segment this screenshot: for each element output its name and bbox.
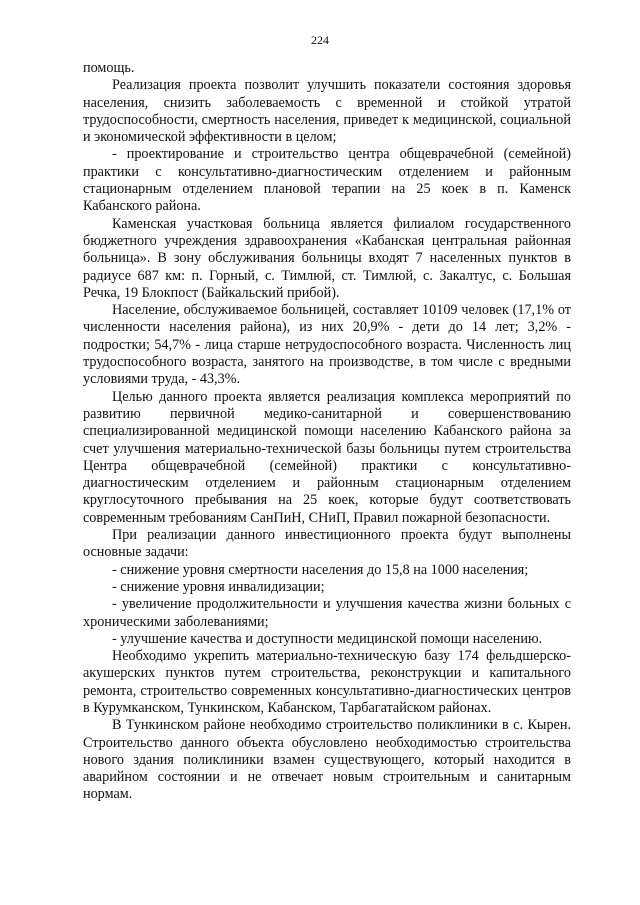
list-item-mortality: - снижение уровня смертности населения до 15,8 на 1000 населения; <box>112 561 529 578</box>
document-body <box>83 60 571 804</box>
paragraph-project-goal: Целью данного проекта является реализация комплекса мероприятий по развитию первичной медико-санитарной и совершенствованию специализированной медицинской помощи населению Кабанского района за счет улучшения материально-технической базы больницы путем строительства Центра общеврачебной (семейной) практики с консультативно-диагностическим отделением и районным стационарным отделением круглосуточного пребывания на 25 коек, которые будут соответствовать современным требованиям СанПиН, СНиП, Правил пожарной безопасности. <box>83 388 571 526</box>
paragraph-project-effects: Реализация проекта позволит улучшить показатели состояния здоровья населения, снизить заболеваемость с временной и стойкой утратой трудоспособности, смертность населения, приведет к медицинской, социальной и экономической эффективности в целом; <box>83 77 571 146</box>
page-number: 224 <box>311 33 329 47</box>
paragraph-kamensk-hospital: Каменская участковая больница является филиалом государственного бюджетного учреждения здравоохранения «Кабанская центральная районная больница». В зону обслуживания больницы входят 7 населенных пунктов в радиусе 687 км: п. Горный, с. Тимлюй, ст. Тимлюй, с. Закалтус, с. Большая Речка, 19 Блокпост (Байкальский прибой). <box>83 215 571 301</box>
paragraph-tunka-clinic: В Тункинском районе необходимо строительство поликлиники в с. Кырен. Строительство данного объекта обусловлено необходимостью строительства нового здания поликлиники взамен существующего, который находится в аварийном состоянии и не отвечает новым строительным и санитарным нормам. <box>83 717 571 803</box>
paragraph-feldsher-points: Необходимо укрепить материально-техническую базу 174 фельдшерско-акушерских пунктов путем строительства, реконструкции и капитального ремонта, строительство современных консультативно-диагностических центров в Курумканском, Тункинском, Кабанском, Тарбагатайском районах. <box>83 648 571 716</box>
list-item-life-quality: - увеличение продолжительности и улучшения качества жизни больных с хроническими заболеваниями; <box>83 596 571 630</box>
list-item-access: - улучшение качества и доступности медицинской помощи населению. <box>112 630 543 647</box>
paragraph-tasks-intro: При реализации данного инвестиционного проекта будут выполнены основные задачи: <box>83 527 571 561</box>
paragraph-continuation: помощь. <box>83 60 135 76</box>
paragraph-kamensk-design: - проектирование и строительство центра общеврачебной (семейной) практики с консультативно-диагностическим отделением и районным стационарным отделением плановой терапии на 25 коек в п. Каменск Кабанского района. <box>83 146 571 215</box>
paragraph-population: Население, обслуживаемое больницей, составляет 10109 человек (17,1% от численности населения района), из них 20,9% - дети до 14 лет; 3,2% - подростки; 54,7% - лица старше нетрудоспособного возраста. Численность лиц трудоспособного возраста, занятого на производстве, в том числе с вредными условиями труда, - 43,3%. <box>83 302 571 388</box>
list-item-disability: - снижение уровня инвалидизации; <box>112 578 325 595</box>
